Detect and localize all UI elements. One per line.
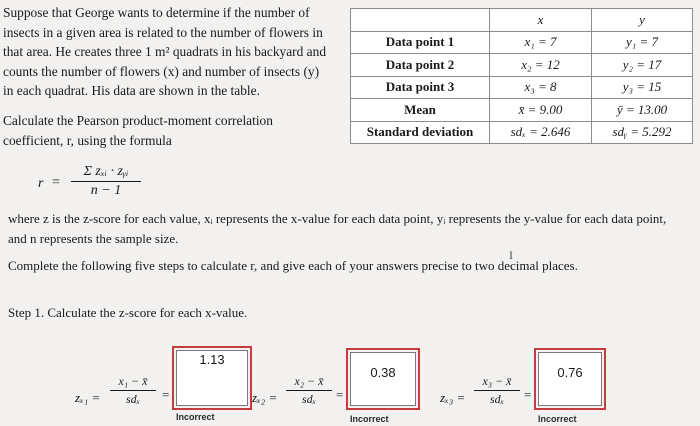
status-badge: Incorrect: [350, 414, 389, 424]
instructions-text: Complete the following five steps to calculate r, and give each of your answers precise to two decimal places.: [8, 258, 578, 273]
equals-sign: =: [162, 387, 170, 402]
formula-fraction: [71, 164, 141, 199]
z-fraction: x₁ − x̄ sdₓ: [110, 374, 156, 407]
header-y: y: [592, 9, 693, 32]
z-fraction: x₂ − x̄ sdₓ: [286, 374, 332, 407]
status-badge: Incorrect: [538, 414, 577, 424]
formula-numerator: Σ zₓᵢ · zᵧᵢ: [71, 164, 141, 182]
z-label: zₓ₂ =: [252, 390, 278, 405]
equals-sign: =: [524, 387, 532, 402]
table-row: Mean x̄ = 9.00 ȳ = 13.00: [351, 99, 693, 122]
step-1-heading: Step 1. Calculate the z-score for each x-value.: [8, 305, 248, 320]
formula-equals: =: [52, 175, 60, 190]
status-badge: Incorrect: [176, 412, 215, 422]
table-row: Standard deviation sdₓ = 2.646 sdᵧ = 5.292: [351, 121, 693, 144]
z-x2-answer-input[interactable]: 0.38: [350, 352, 416, 406]
z-x1-answer-input[interactable]: 1.13: [176, 350, 248, 406]
text-cursor-icon: I: [509, 248, 513, 262]
formula-lhs: r: [38, 176, 44, 191]
table-row: Data point 1 x₁ = 7 y₁ = 7: [351, 31, 693, 54]
z-label: zₓ₃ =: [440, 390, 466, 405]
header-x: x: [490, 9, 592, 32]
task-paragraph: Calculate the Pearson product-moment correlation coefficient, r, using the formula: [3, 112, 273, 148]
equals-sign: =: [336, 387, 344, 402]
table-row: Data point 2 x₂ = 12 y₂ = 17: [351, 54, 693, 77]
formula-denominator: n − 1: [90, 183, 122, 198]
intro-paragraph: Suppose that George wants to determine if the number of insects in a given area is related to the number of flowers in that area. He creates three 1 m² quadrats in his backyard and counts the number of flowers (x) and number of insects (y) in each quadrat. His data are shown in the table.: [3, 5, 327, 99]
z-fraction: x₃ − x̄ sdₓ: [474, 374, 520, 407]
z-label: zₓ₁ =: [75, 390, 101, 405]
table-row: Data point 3 x₃ = 8 y₃ = 15: [351, 76, 693, 99]
z-x3-answer-input[interactable]: 0.76: [538, 352, 602, 406]
table-header-row: [351, 9, 693, 32]
definition-text: where z is the z-score for each value, xᵢ represents the x-value for each data point, yᵢ represents the y-value for each data point, and n represents the sample size.: [8, 211, 667, 246]
data-table: [350, 8, 693, 144]
problem-intro: [3, 3, 348, 150]
